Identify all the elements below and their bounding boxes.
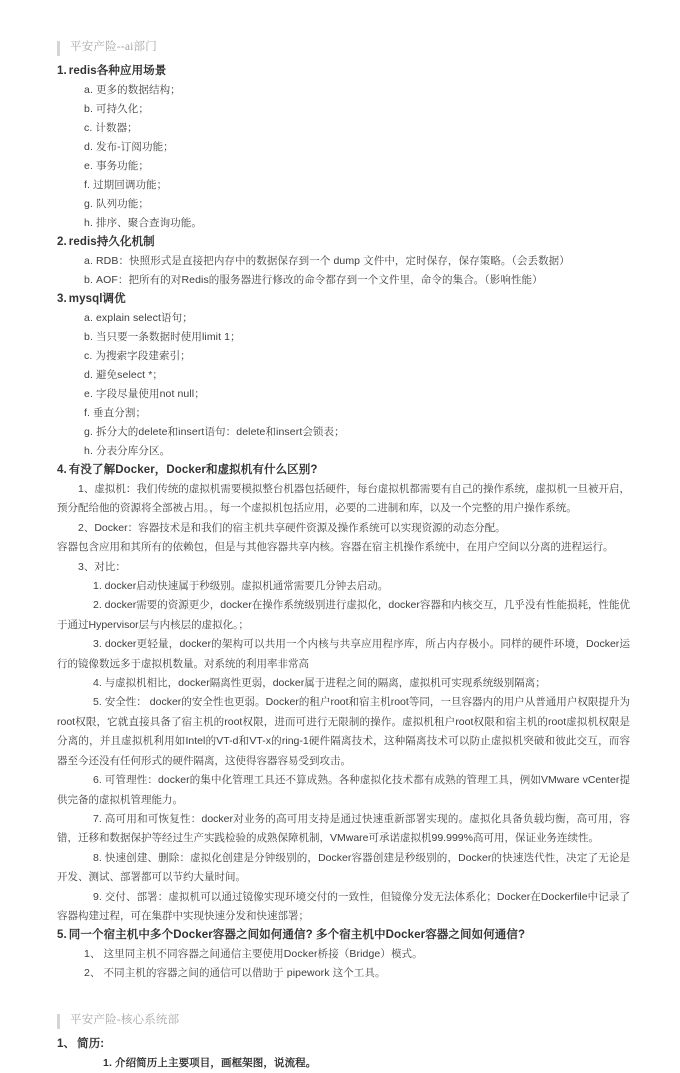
sub-item-text: 可持久化； xyxy=(95,103,149,115)
sub-item-text: 过期回调功能； xyxy=(93,179,168,191)
sub-item-text: 发布-订阅功能； xyxy=(95,141,174,153)
item-number: 1、 xyxy=(57,1038,76,1051)
sub-item-text: 为搜索字段建索引； xyxy=(95,350,191,362)
section-quote-header-2 xyxy=(57,1013,630,1029)
sub-item-text: explain select语句； xyxy=(95,312,193,324)
sub-item xyxy=(57,176,630,195)
answer-paragraph xyxy=(57,577,630,596)
section-spacer xyxy=(57,983,630,1013)
sub-item xyxy=(57,347,630,366)
sub-item xyxy=(57,195,630,214)
answer-paragraph xyxy=(57,596,630,635)
outline-item xyxy=(57,233,630,290)
quote-bar-icon xyxy=(57,41,60,56)
outline-list-1 xyxy=(57,62,630,983)
answer-paragraph xyxy=(57,558,630,577)
paragraph-text: 5. 安全性： docker的安全性也更弱。Docker的租户root和宿主机root等同，一旦容器内的用户从普通用户权限提升为root权限，它就直接具备了宿主机的root权限，进而可进行无限制的操作。虚拟机租户root权限和宿主机的root虚拟机权限是分离的，并且虚拟机利用如Intel的VT-d和VT-x的ring-1硬件隔离技术，这种隔离技术可以防止虚拟机突破和彼此交互，而容器至今还没有任何形式的硬件隔离，这使得容器容易受到攻击。 xyxy=(57,696,630,767)
sub-item xyxy=(57,81,630,100)
sub-item-text: 当只要一条数据时使用limit 1； xyxy=(95,331,241,343)
outline-item xyxy=(57,290,630,461)
item-heading xyxy=(57,1035,630,1054)
quote-header-text: 平安产险-核心系统部 xyxy=(70,1014,180,1027)
sub-item xyxy=(57,100,630,119)
sub-item xyxy=(57,252,630,271)
item-heading xyxy=(57,926,630,945)
item-title: 简历: xyxy=(77,1038,105,1051)
outline-item xyxy=(57,1035,630,1073)
quote-bar-icon xyxy=(57,1014,60,1029)
sub-item xyxy=(57,157,630,176)
item-title: redis各种应用场景 xyxy=(68,65,167,77)
sub-item-number: g. xyxy=(84,426,93,438)
paragraph-text: 4. 与虚拟机相比，docker隔离性更弱，docker属于进程之间的隔离，虚拟机可实现系统级别隔离； xyxy=(93,677,546,690)
sub-item-number: a. xyxy=(84,255,93,267)
paragraph-text: 8. 快速创建、删除：虚拟化创建是分钟级别的，Docker容器创建是秒级别的，Docker的快速迭代性，决定了无论是开发、测试、部署都可以节约大量时间。 xyxy=(57,851,630,884)
sub-item-number: 2、 xyxy=(84,967,101,980)
quote-header-text: 平安产险--ai部门 xyxy=(70,41,157,53)
item-number: 5. xyxy=(57,929,67,942)
sub-item-number: 1. xyxy=(103,1057,112,1070)
sub-item xyxy=(57,366,630,385)
sub-list xyxy=(57,945,630,983)
outline-item xyxy=(57,926,630,983)
item-title: redis持久化机制 xyxy=(68,236,155,248)
item-title: 同一个宿主机中多个Docker容器之间如何通信? 多个宿主机中Docker容器之间如何通信? xyxy=(68,929,526,942)
item-number: 4. xyxy=(57,464,67,476)
paragraph-text: 7. 高可用和可恢复性：docker对业务的高可用支持是通过快速重新部署实现的。虚拟化具备负载均衡，高可用，容错，迁移和数据保护等经过生产实践检验的成熟保障机制，VMware可承诺虚拟机99.999%高可用，保证业务连续性。 xyxy=(57,812,630,845)
sub-item-text: 更多的数据结构； xyxy=(95,84,181,96)
sub-item-number: 1、 xyxy=(84,948,101,961)
answer-paragraph xyxy=(57,519,630,538)
answer-paragraph xyxy=(57,771,630,810)
sub-item-text: 队列功能； xyxy=(95,198,149,210)
sub-list xyxy=(57,309,630,461)
sub-item-text: RDB：快照形式是直接把内存中的数据保存到一个 dump 文件中，定时保存，保存策略。（会丢数据） xyxy=(95,255,570,267)
sub-item-number: b. xyxy=(84,103,93,115)
item-number: 1. xyxy=(57,65,67,77)
sub-item-text: 字段尽量使用not null； xyxy=(95,388,205,400)
sub-item-number: a. xyxy=(84,84,93,96)
answer-paragraph xyxy=(57,674,630,693)
section-quote-header-1 xyxy=(57,40,630,56)
item-number: 3. xyxy=(57,293,67,305)
sub-item-number: d. xyxy=(84,369,93,381)
sub-item-text: 事务功能； xyxy=(95,160,149,172)
item-number: 2. xyxy=(57,236,67,248)
sub-list xyxy=(57,252,630,290)
sub-item-text: AOF：把所有的对Redis的服务器进行修改的命令都存到一个文件里，命令的集合。（影响性能） xyxy=(95,274,543,286)
sub-item-number: h. xyxy=(84,217,93,229)
sub-item-text: 拆分大的delete和insert语句：delete和insert会锁表； xyxy=(95,426,345,438)
sub-item xyxy=(57,309,630,328)
sub-list xyxy=(57,81,630,233)
sub-item xyxy=(57,964,630,983)
sub-item xyxy=(57,271,630,290)
sub-item-number: b. xyxy=(84,331,93,343)
answer-paragraph xyxy=(57,810,630,849)
item-title: 有没了解Docker，Docker和虚拟机有什么区别? xyxy=(68,464,318,476)
sub-item xyxy=(57,423,630,442)
paragraph-text: 2、Docker：容器技术是和我们的宿主机共享硬件资源及操作系统可以实现资源的动态分配。 xyxy=(78,521,506,534)
sub-item-number: b. xyxy=(84,274,93,286)
item-heading xyxy=(57,290,630,309)
sub-item-number: c. xyxy=(84,350,93,362)
item-heading xyxy=(57,233,630,252)
paragraph-text: 3. docker更轻量，docker的架构可以共用一个内核与共享应用程序库，所占内存极小。同样的硬件环境，Docker运行的镜像数远多于虚拟机数量。对系统的利用率非常高 xyxy=(57,638,630,670)
paragraph-text: 6. 可管理性：docker的集中化管理工具还不算成熟。各种虚拟化技术都有成熟的管理工具，例如VMware vCenter提供完备的虚拟机管理能力。 xyxy=(57,774,630,806)
sub-item-number: a. xyxy=(84,312,93,324)
outline-item xyxy=(57,62,630,233)
paragraph-text: 9. 交付、部署：虚拟机可以通过镜像实现环境交付的一致性，但镜像分发无法体系化；Docker在Dockerfile中记录了容器构建过程，可在集群中实现快速分发和快速部署； xyxy=(57,890,630,922)
sub-item-text: 排序、聚合查询功能。 xyxy=(95,217,202,229)
paragraph-text: 2. docker需要的资源更少，docker在操作系统级别进行虚拟化，docker容器和内核交互，几乎没有性能损耗，性能优于通过Hypervisor层与内核层的虚拟化。； xyxy=(57,599,630,631)
sub-item-text: 不同主机的容器之间的通信可以借助于 pipework 这个工具。 xyxy=(103,967,386,980)
sub-item xyxy=(57,945,630,964)
paragraph-text: 1. docker启动快速属于秒级别。虚拟机通常需要几分钟去启动。 xyxy=(93,580,389,593)
sub-item-text: 避免select *； xyxy=(95,369,164,381)
sub-item-number: f. xyxy=(84,407,91,419)
answer-paragraph xyxy=(57,635,630,674)
sub-item-text: 分表分库分区。 xyxy=(95,445,171,457)
sub-item xyxy=(57,442,630,461)
sub-item xyxy=(57,138,630,157)
sub-item xyxy=(57,404,630,423)
sub-item xyxy=(57,1054,630,1073)
answer-paragraph xyxy=(57,693,630,771)
sub-item xyxy=(57,385,630,404)
item-heading xyxy=(57,461,630,480)
outline-list-2 xyxy=(57,1035,630,1073)
sub-item-text: 介绍简历上主要项目，画框架图，说流程。 xyxy=(114,1057,317,1070)
answer-paragraph xyxy=(57,538,630,557)
item-title: mysql调优 xyxy=(68,293,126,305)
sub-list xyxy=(57,1054,630,1073)
sub-item-number: h. xyxy=(84,445,93,457)
sub-item xyxy=(57,214,630,233)
sub-item-number: e. xyxy=(84,388,93,400)
item-heading xyxy=(57,62,630,81)
outline-item xyxy=(57,461,630,926)
answer-paragraph xyxy=(57,849,630,888)
sub-item-number: c. xyxy=(84,122,93,134)
sub-item xyxy=(57,328,630,347)
sub-item-number: d. xyxy=(84,141,93,153)
sub-item-number: g. xyxy=(84,198,93,210)
answer-paragraph xyxy=(57,480,630,519)
sub-item-text: 这里同主机不同容器之间通信主要使用Docker桥接（Bridge）模式。 xyxy=(103,948,423,961)
paragraph-text: 1、虚拟机：我们传统的虚拟机需要模拟整台机器包括硬件，每台虚拟机都需要有自己的操作系统，虚拟机一旦被开启，预分配给他的资源将全部被占用。，每一个虚拟机包括应用，必要的二进制和库，以及一个完整的用户操作系统。 xyxy=(57,483,630,515)
answer-paragraph xyxy=(57,888,630,927)
sub-item-number: f. xyxy=(84,179,91,191)
sub-item-number: e. xyxy=(84,160,93,172)
sub-item-text: 计数器； xyxy=(95,122,138,134)
paragraph-text: 3、对比： xyxy=(78,560,126,573)
sub-item xyxy=(57,119,630,138)
sub-item-text: 垂直分割； xyxy=(93,407,147,419)
paragraph-text: 容器包含应用和其所有的依赖包，但是与其他容器共享内核。容器在宿主机操作系统中，在用户空间以分离的进程运行。 xyxy=(57,541,614,554)
